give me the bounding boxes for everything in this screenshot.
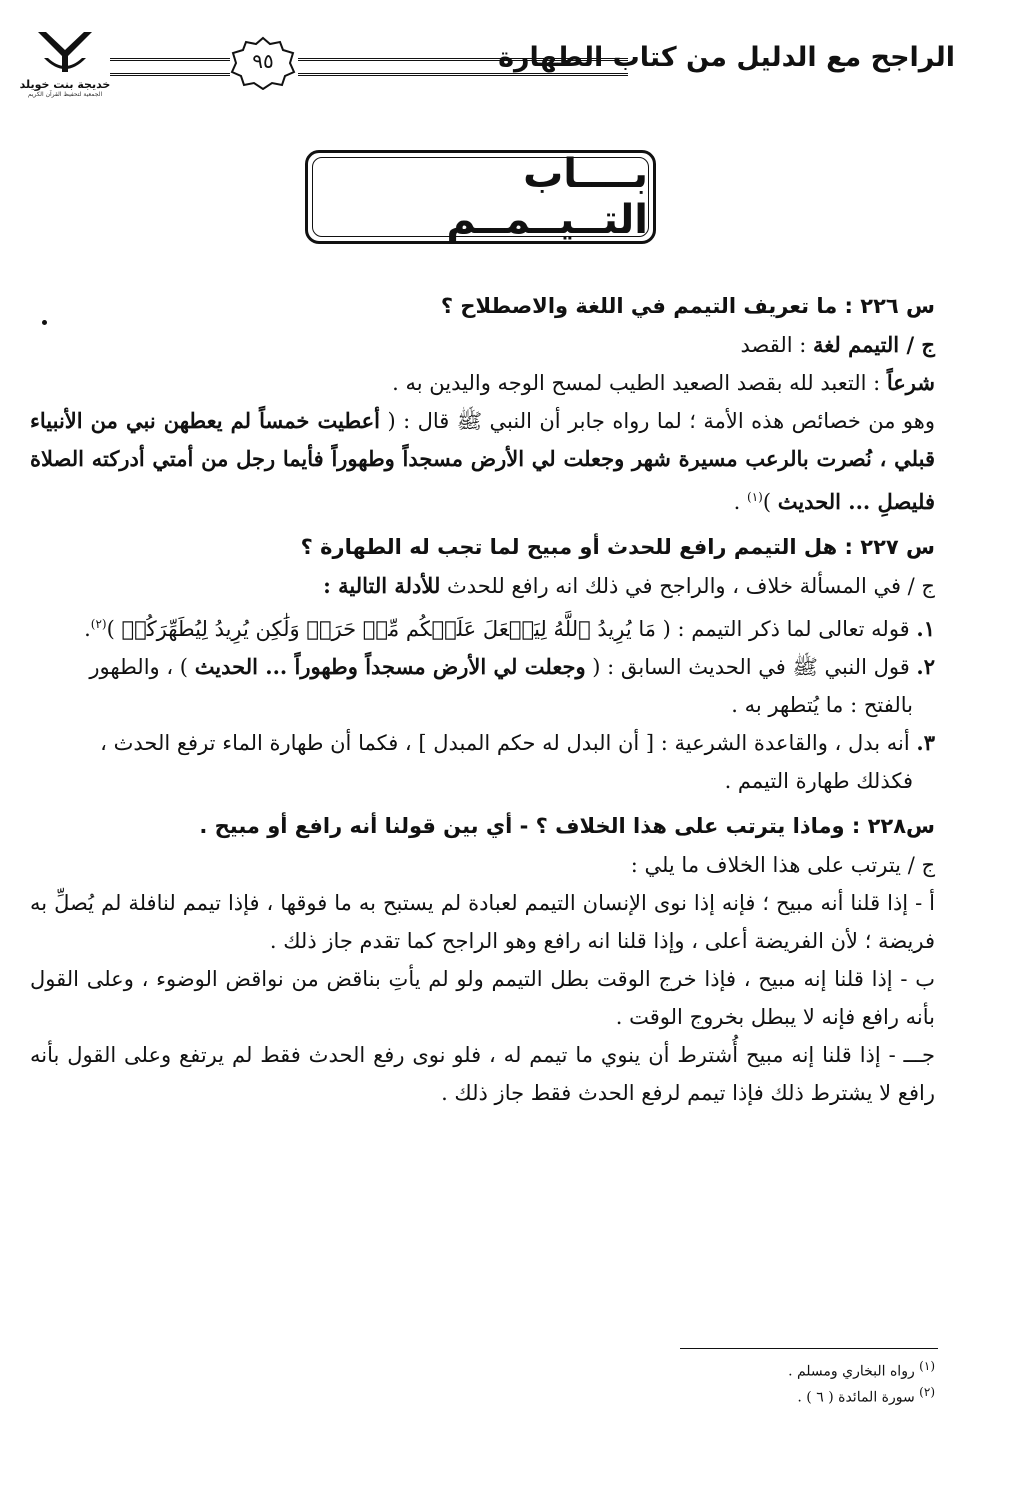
evidence-2-number: ٢. — [916, 654, 935, 679]
evidence-2 — [30, 648, 935, 686]
chapter-title: بــــاب التــيــمــم — [446, 151, 648, 243]
page-number-badge — [228, 36, 298, 90]
footnote-divider — [680, 1348, 938, 1349]
logo-emblem-icon — [30, 28, 100, 80]
footnote-2-mark: (٢) — [919, 1384, 935, 1399]
footnote-1-mark: (١) — [919, 1359, 935, 1373]
evidence-3 — [30, 724, 935, 762]
evidence-2-text: قول النبي ﷺ في الحديث السابق : ( — [585, 655, 917, 679]
hadith-intro: وهو من خصائص هذه الأمة ؛ لما رواه جابر أن النبي ﷺ قال : ( — [387, 409, 935, 433]
answer-228: ج / يترتب على هذا الخلاف ما يلي : — [630, 853, 935, 877]
footnote-2 — [788, 1382, 935, 1408]
page-header — [10, 28, 955, 108]
evidence-2-bold: وجعلت لي الأرض مسجداً وطهوراً ... الحديث — [194, 654, 586, 679]
question-228: س٢٢٨ : وماذا يترتب على هذا الخلاف ؟ - أي بين قولنا أنه رافع أو مبيح . — [199, 814, 935, 838]
answer-226-text: : القصد — [740, 333, 814, 357]
hadith-dot: . — [733, 490, 748, 514]
header-rule-left — [110, 58, 230, 76]
evidence-1-text: قوله تعالى لما ذكر التيمم : ( مَا يُرِيدُ ٱللَّهُ لِيَجۡعَلَ عَلَيۡكُم مِّنۡ حَرَجٖ وَلَٰكِن يُرِيدُ لِيُطَهِّرَكُمۡ ) — [106, 617, 917, 641]
evidence-2-end: ) ، والطهور — [89, 655, 195, 679]
evidence-3-number: ٣. — [916, 730, 935, 755]
answer-226-label: ج / التيمم لغة — [813, 332, 935, 357]
sharan-text: : التعبد لله بقصد الصعيد الطيب لمسح الوجه واليدين به . — [392, 371, 887, 395]
book-title: الراجح مع الدليل من كتاب الطهارة — [498, 42, 955, 73]
footnote-ref-1: (١) — [747, 490, 763, 504]
footnote-ref-2: (٢) — [90, 617, 107, 631]
evidence-1-dot: . — [84, 617, 91, 641]
point-jim: جـــ - إذا قلنا إنه مبيح أُشترط أن ينوي ما تيمم له ، فلو نوى رفع الحدث فقط لم يرتفع وعلى القول بأنه رافع لا يشترط ذلك فإذا تيمم لرفع الحدث فقط جاز ذلك . — [30, 1043, 935, 1105]
evidence-2-line-2: بالفتح : ما يُتطهر به . — [731, 693, 913, 717]
footnote-1 — [788, 1356, 935, 1382]
answer-227 — [30, 567, 935, 605]
question-227: س ٢٢٧ : هل التيمم رافع للحدث أو مبيح لما تجب له الطهارة ؟ — [300, 535, 935, 559]
hadith-paragraph — [30, 402, 935, 521]
publisher-logo — [10, 28, 120, 113]
footnote-2-text: سورة المائدة ( ٦ ) . — [797, 1389, 920, 1406]
definition-sharan — [30, 364, 935, 402]
footnote-1-text: رواه البخاري ومسلم . — [788, 1363, 920, 1380]
document-body — [30, 280, 935, 1112]
point-alif: أ - إذا قلنا أنه مبيح ؛ فإنه إذا نوى الإنسان التيمم لعبادة لم يستبح به ما فوقها ، فإذا تيمم لنافلة لم يُصلِّ به فريضة ؛ لأن الفريضة أعلى ، وإذا قلنا انه رافع وهو الراجح كما تقدم جاز ذلك . — [30, 891, 935, 953]
chapter-title-inner-frame — [312, 151, 649, 243]
answer-226 — [30, 326, 935, 364]
sharan-label: شرعاً — [886, 370, 935, 395]
evidence-3-line-2: فكذلك طهارة التيمم . — [724, 769, 913, 793]
point-ba: ب - إذا قلنا إنه مبيح ، فإذا خرج الوقت بطل التيمم ولو لم يأتِ بناقض من نواقض الوضوء ، وعلى القول بأنه رافع فإنه لا يبطل بخروج الوقت . — [30, 967, 935, 1029]
evidence-1 — [30, 605, 935, 648]
footnotes — [788, 1356, 935, 1407]
answer-227-bold: للأدلة التالية : — [323, 573, 441, 598]
hadith-close: ) — [762, 490, 778, 514]
hadith-text: أعطيت خمساً لم يعطهن نبي من الأنبياء قبلي ، نُصرت بالرعب مسيرة شهر وجعلت لي الأرض مسجداً وطهوراً فأيما رجل من أمتي أدركته الصلاة فليصلِ ... الحديث — [30, 408, 935, 514]
evidence-3-text: أنه بدل ، والقاعدة الشرعية : [ أن البدل له حكم المبدل ] ، فكما أن طهارة الماء ترفع الحدث ، — [100, 731, 917, 755]
question-226: س ٢٢٦ : ما تعريف التيمم في اللغة والاصطلاح ؟ — [440, 294, 935, 318]
chapter-title-frame — [305, 150, 656, 244]
answer-227-text: ج / في المسألة خلاف ، والراجح في ذلك انه رافع للحدث — [440, 574, 935, 598]
page-number: ٩٥ — [252, 49, 274, 73]
logo-text: خديجة بنت خويلد — [19, 78, 111, 91]
evidence-1-number: ١. — [916, 616, 935, 641]
logo-subtext: الجمعية لتحفيظ القرآن الكريم — [27, 91, 103, 98]
